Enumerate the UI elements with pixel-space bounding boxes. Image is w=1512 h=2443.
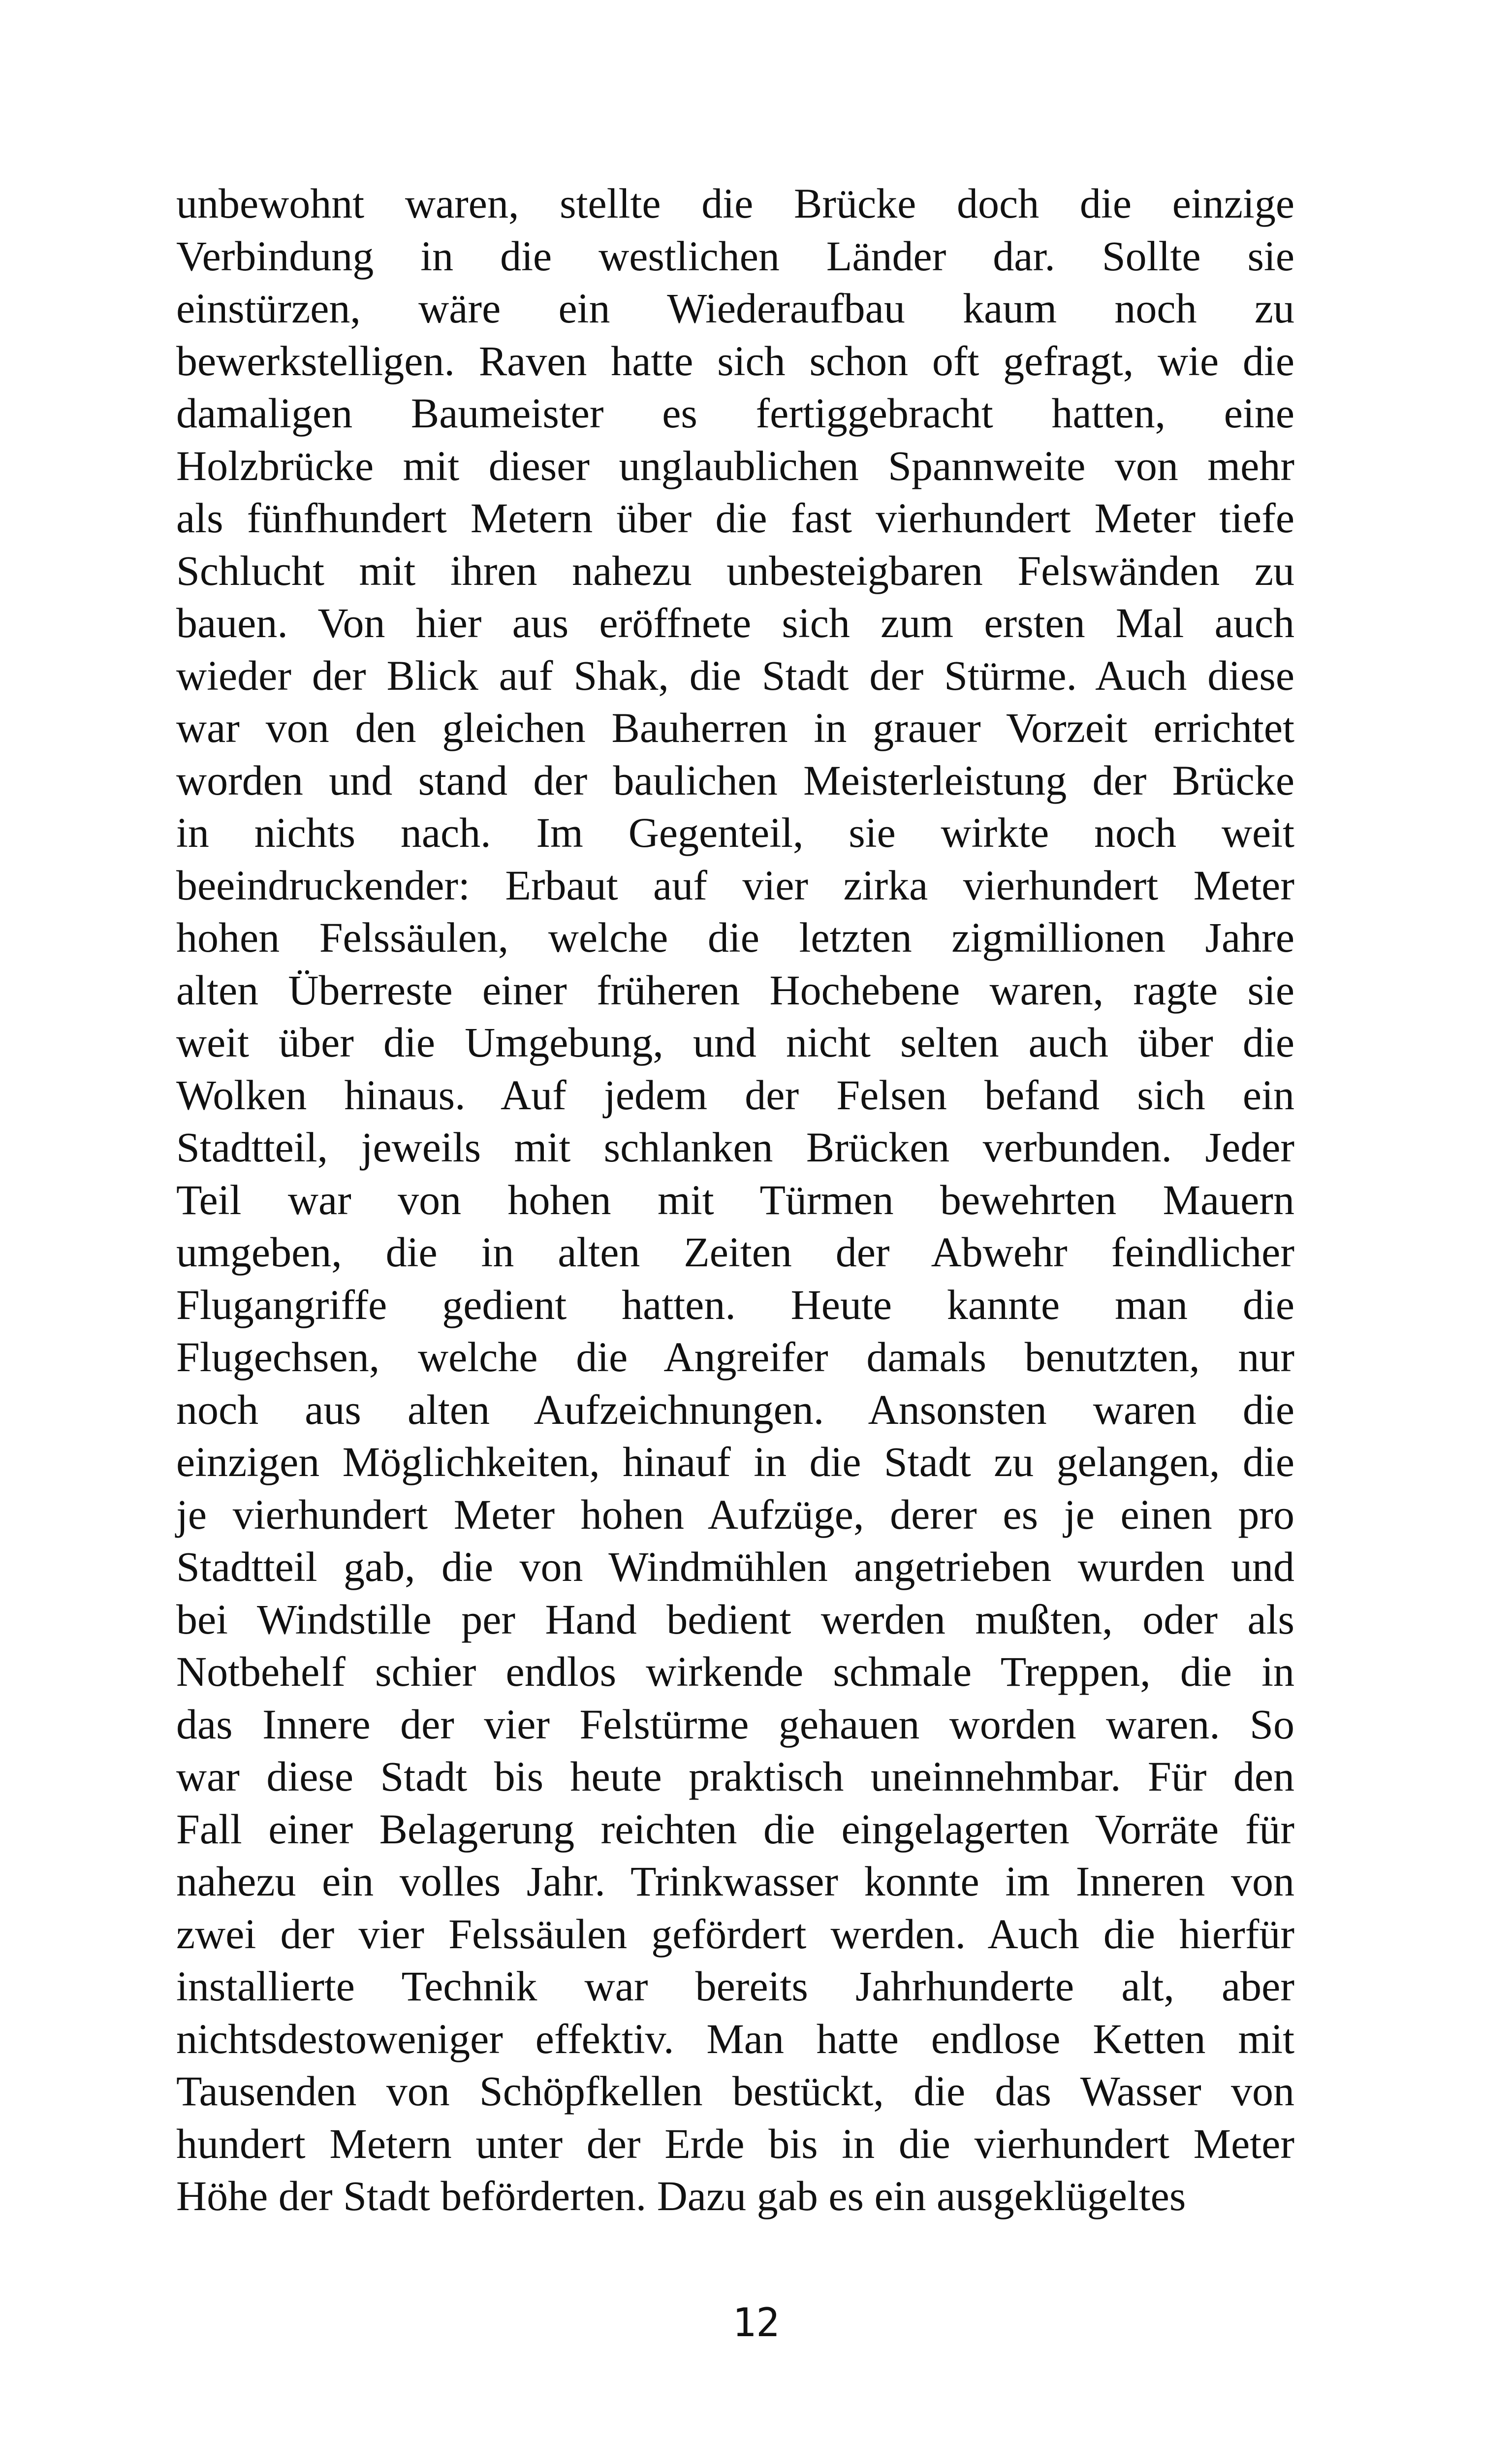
text-line: weit über die Umgebung, und nicht selten auch über die <box>176 1019 1294 1066</box>
text-line: wieder der Blick auf Shak, die Stadt der Stürme. Auch diese <box>176 651 1294 699</box>
text-line: bei Windstille per Hand bedient werden mußten, oder als <box>176 1595 1294 1643</box>
text-line: beeindruckender: Erbaut auf vier zirka vierhundert Meter <box>176 861 1294 909</box>
text-line: als fünfhundert Metern über die fast vierhundert Meter tiefe <box>176 494 1294 542</box>
text-line: damaligen Baumeister es fertiggebracht hatten, eine <box>176 389 1294 437</box>
text-line: Verbindung in die westlichen Länder dar. Sollte sie <box>176 232 1294 280</box>
text-line: Höhe der Stadt beförderten. Dazu gab es ein ausgeklügeltes <box>176 2172 1186 2219</box>
text-line: Flugangriffe gedient hatten. Heute kannte man die <box>176 1281 1294 1328</box>
page-number: 12 <box>732 2300 780 2346</box>
text-line: unbewohnt waren, stellte die Brücke doch die einzige <box>176 180 1294 227</box>
text-line: Holzbrücke mit dieser unglaublichen Spannweite von mehr <box>176 442 1294 489</box>
text-line: nichtsdestoweniger effektiv. Man hatte endlose Ketten mit <box>176 2015 1294 2062</box>
text-line: bauen. Von hier aus eröffnete sich zum ersten Mal auch <box>176 599 1294 646</box>
text-line: Teil war von hohen mit Türmen bewehrten Mauern <box>176 1176 1294 1223</box>
text-line: alten Überreste einer früheren Hochebene waren, ragte sie <box>176 966 1294 1014</box>
text-line: Wolken hinaus. Auf jedem der Felsen befand sich ein <box>176 1071 1294 1119</box>
text-line: nahezu ein volles Jahr. Trinkwasser konnte im Inneren von <box>176 1858 1294 1905</box>
text-line: Fall einer Belagerung reichten die eingelagerten Vorräte für <box>176 1805 1294 1853</box>
text-line: Stadtteil gab, die von Windmühlen angetrieben wurden und <box>176 1543 1294 1590</box>
text-line: war von den gleichen Bauherren in grauer Vorzeit errichtet <box>176 704 1294 751</box>
body-text <box>176 177 1294 2222</box>
text-line: Schlucht mit ihren nahezu unbesteigbaren Felswänden zu <box>176 546 1294 594</box>
text-line: umgeben, die in alten Zeiten der Abwehr feindlicher <box>176 1228 1294 1276</box>
text-line: hundert Metern unter der Erde bis in die vierhundert Meter <box>176 2120 1294 2167</box>
text-line: das Innere der vier Felstürme gehauen worden waren. So <box>176 1700 1294 1748</box>
text-line: zwei der vier Felssäulen gefördert werden. Auch die hierfür <box>176 1910 1294 1958</box>
text-line: installierte Technik war bereits Jahrhunderte alt, aber <box>176 1962 1294 2010</box>
text-line: hohen Felssäulen, welche die letzten zigmillionen Jahre <box>176 914 1294 961</box>
text-line: Notbehelf schier endlos wirkende schmale Treppen, die in <box>176 1648 1294 1695</box>
text-line: je vierhundert Meter hohen Aufzüge, derer es je einen pro <box>176 1490 1294 1538</box>
text-line: Tausenden von Schöpfkellen bestückt, die das Wasser von <box>176 2067 1294 2115</box>
text-line: bewerkstelligen. Raven hatte sich schon oft gefragt, wie die <box>176 337 1294 385</box>
text-line: noch aus alten Aufzeichnungen. Ansonsten waren die <box>176 1385 1294 1433</box>
text-line: Flugechsen, welche die Angreifer damals benutzten, nur <box>176 1333 1294 1381</box>
text-line: worden und stand der baulichen Meisterleistung der Brücke <box>176 756 1294 804</box>
text-line: in nichts nach. Im Gegenteil, sie wirkte noch weit <box>176 809 1294 856</box>
text-line: Stadtteil, jeweils mit schlanken Brücken verbunden. Jeder <box>176 1124 1294 1171</box>
text-line: war diese Stadt bis heute praktisch uneinnehmbar. Für den <box>176 1753 1294 1800</box>
text-line: einzigen Möglichkeiten, hinauf in die Stadt zu gelangen, die <box>176 1438 1294 1485</box>
text-line: einstürzen, wäre ein Wiederaufbau kaum noch zu <box>176 285 1294 332</box>
